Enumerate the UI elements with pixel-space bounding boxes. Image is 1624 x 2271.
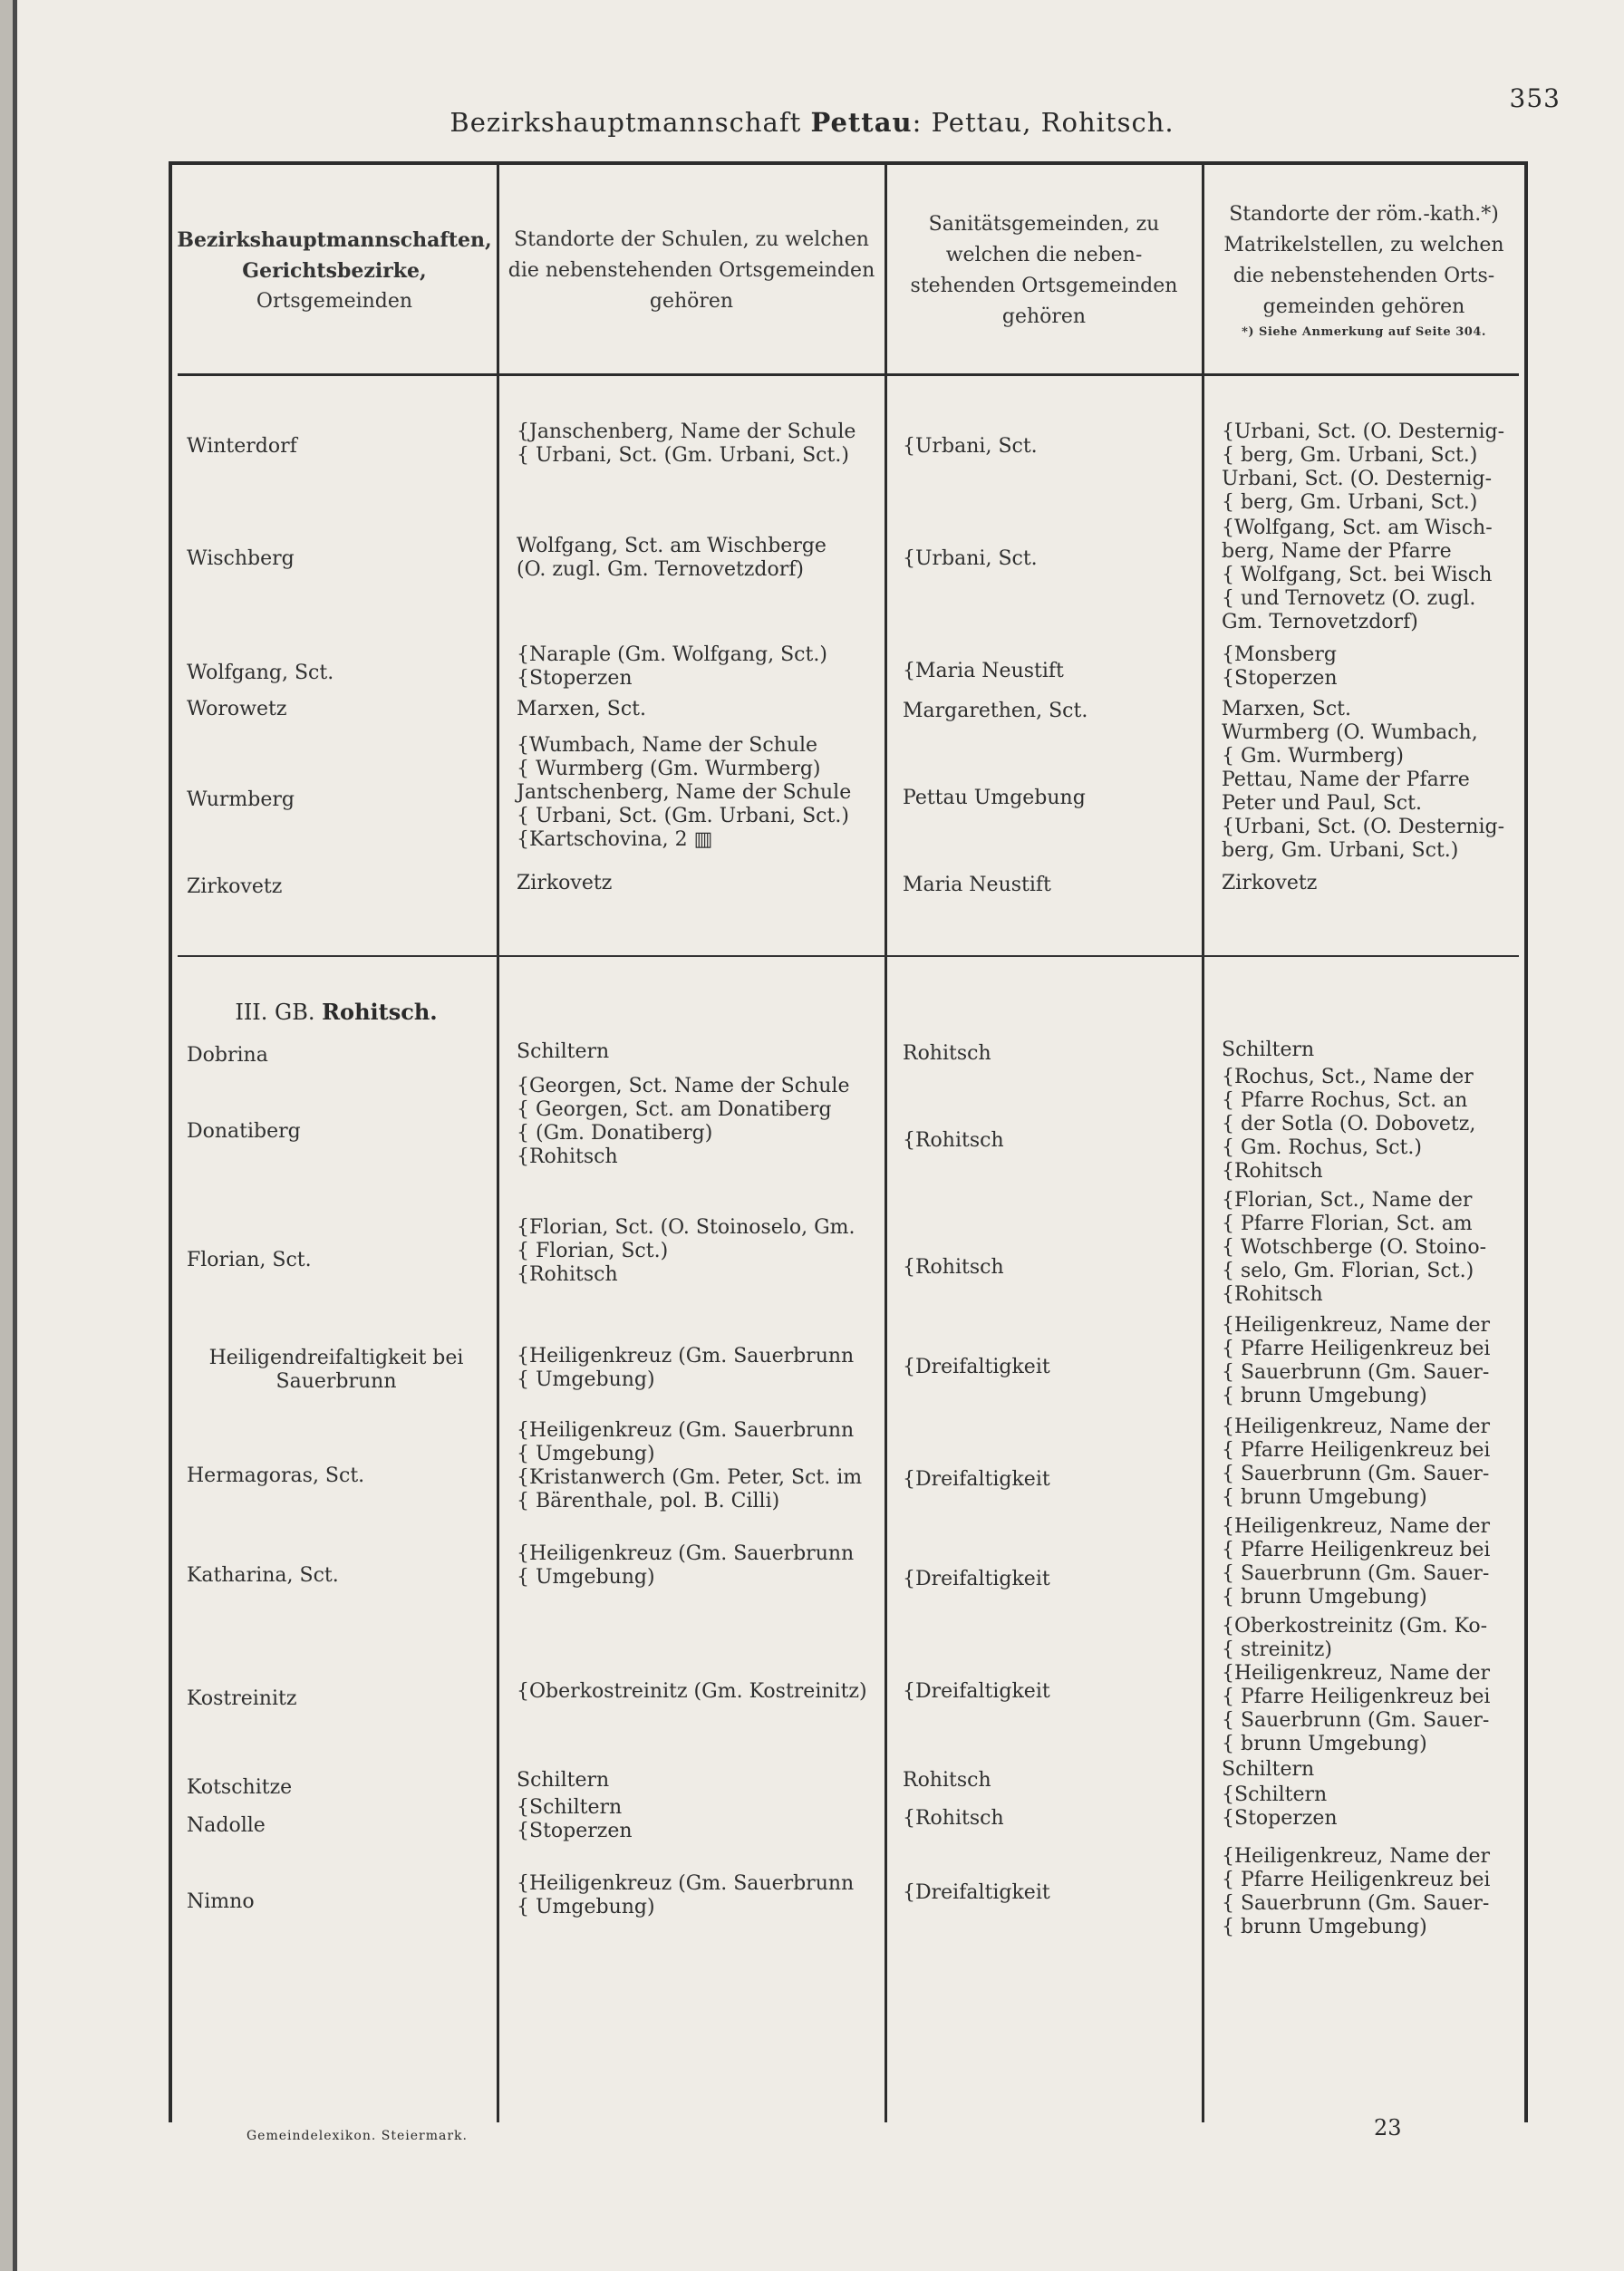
page-number: 353	[1509, 83, 1561, 113]
place-name: Florian, Sct.	[187, 1249, 312, 1271]
parish-entry: Schiltern	[1222, 1758, 1315, 1781]
sanitary-entry: {Rohitsch	[903, 1807, 1004, 1830]
parish-entry: {Oberkostreinitz (Gm. Ko- { streinitz) {Heiligenkreuz, Name der { Pfarre Heiligenkreuz bei { Sauerbrunn (Gm. Sauer- { brunn Umgebung)	[1222, 1615, 1491, 1755]
header-places-line2: Gerichtsbezirke,	[242, 259, 427, 283]
parish-entry: {Monsberg {Stoperzen	[1222, 643, 1338, 690]
parish-entry: Marxen, Sct.	[1222, 698, 1351, 720]
section-title-rohitsch	[187, 999, 486, 1025]
place-name: Hermagoras, Sct.	[187, 1464, 365, 1487]
sanitary-entry: {Dreifaltigkeit	[903, 1568, 1050, 1590]
place-name: Wurmberg	[187, 788, 295, 811]
parish-entry: Zirkovetz	[1222, 872, 1318, 894]
sanitary-entry: Margarethen, Sct.	[903, 700, 1088, 722]
sanitary-entry: {Urbani, Sct.	[903, 547, 1038, 570]
table-left-border	[169, 165, 172, 2122]
sanitary-entry: {Dreifaltigkeit	[903, 1356, 1050, 1378]
table-top-rule	[169, 161, 1528, 165]
header-places-line1: Bezirkshauptmannschaften,	[177, 228, 492, 252]
sanitary-entry: {Rohitsch	[903, 1129, 1004, 1152]
header-places-line3: Ortsgemeinden	[256, 290, 413, 313]
header-schools-text: Standorte der Schulen, zu welchen die nebenstehenden Ortsgemeinden gehören	[508, 228, 875, 313]
place-name: Dobrina	[187, 1044, 268, 1067]
running-head-bold: Pettau	[810, 107, 913, 138]
sanitary-entry: {Dreifaltigkeit	[903, 1468, 1050, 1491]
parish-entry: Schiltern	[1222, 1039, 1315, 1061]
header-cell-parish	[1205, 172, 1522, 370]
place-name: Zirkovetz	[187, 875, 283, 898]
school-entry: Marxen, Sct.	[517, 698, 646, 720]
header-cell-places	[174, 172, 495, 370]
parish-entry: {Heiligenkreuz, Name der { Pfarre Heiligenkreuz bei { Sauerbrunn (Gm. Sauer- { brunn Umgebung)	[1222, 1314, 1491, 1407]
school-entry: {Heiligenkreuz (Gm. Sauerbrunn { Umgebung)	[517, 1345, 855, 1391]
school-entry: {Heiligenkreuz (Gm. Sauerbrunn { Umgebung)	[517, 1872, 855, 1918]
column-divider-1	[497, 165, 499, 2122]
book-spine-edge	[13, 0, 17, 2271]
parish-entry: {Heiligenkreuz, Name der { Pfarre Heiligenkreuz bei { Sauerbrunn (Gm. Sauer- { brunn Umgebung)	[1222, 1845, 1491, 1938]
school-entry: {Schiltern {Stoperzen	[517, 1796, 633, 1842]
footer-signature: 23	[1374, 2115, 1402, 2141]
parish-entry: {Urbani, Sct. (O. Desternig- { berg, Gm. Urbani, Sct.) Urbani, Sct. (O. Desternig- { berg, Gm. Urbani, Sct.)	[1222, 420, 1505, 514]
header-bottom-rule	[178, 373, 1519, 376]
place-name: Wolfgang, Sct.	[187, 662, 334, 684]
parish-entry: {Rochus, Sct., Name der { Pfarre Rochus, Sct. an { der Sotla (O. Dobovetz, { Gm. Rochus, Sct.) {Rohitsch	[1222, 1066, 1476, 1183]
section-title-bold: Rohitsch.	[322, 999, 438, 1025]
sanitary-entry: {Dreifaltigkeit	[903, 1881, 1050, 1904]
sanitary-entry: Pettau Umgebung	[903, 787, 1086, 809]
header-cell-sanitary	[888, 172, 1200, 370]
parish-entry: {Florian, Sct., Name der { Pfarre Florian, Sct. am { Wotschberge (O. Stoino- { selo, Gm. Florian, Sct.) {Rohitsch	[1222, 1189, 1487, 1306]
running-head-suffix: : Pettau, Rohitsch.	[912, 107, 1174, 138]
school-entry: Zirkovetz	[517, 872, 613, 894]
column-divider-3	[1202, 165, 1204, 2122]
school-entry: Schiltern	[517, 1040, 610, 1063]
sanitary-entry: Maria Neustift	[903, 874, 1051, 896]
school-entry: {Florian, Sct. (O. Stoinoselo, Gm. { Florian, Sct.) {Rohitsch	[517, 1216, 856, 1286]
header-sanitary-text: Sanitätsgemeinden, zu welchen die neben- stehenden Ortsgemeinden gehören	[910, 213, 1178, 328]
school-entry: Schiltern	[517, 1769, 610, 1792]
header-parish-text: Standorte der röm.-kath.*) Matrikelstellen, zu welchen die nebenstehenden Orts- gemeinden gehören	[1223, 203, 1504, 318]
place-name: Winterdorf	[187, 435, 297, 458]
place-name: Kotschitze	[187, 1776, 293, 1799]
header-parish-footnote: *) Siehe Anmerkung auf Seite 304.	[1242, 325, 1486, 339]
school-entry: {Janschenberg, Name der Schule { Urbani, Sct. (Gm. Urbani, Sct.)	[517, 420, 856, 467]
school-entry: {Heiligenkreuz (Gm. Sauerbrunn { Umgebung) {Kristanwerch (Gm. Peter, Sct. im { Bärenthale, pol. B. Cilli)	[517, 1419, 863, 1512]
footer-publication: Gemeindelexikon. Steiermark.	[246, 2129, 468, 2143]
school-entry: {Naraple (Gm. Wolfgang, Sct.) {Stoperzen	[517, 643, 827, 690]
place-name: Katharina, Sct.	[187, 1564, 339, 1587]
sanitary-entry: {Urbani, Sct.	[903, 435, 1038, 458]
place-name: Nimno	[187, 1890, 255, 1913]
school-entry: {Heiligenkreuz (Gm. Sauerbrunn { Umgebung)	[517, 1542, 855, 1589]
table-right-border	[1524, 165, 1528, 2122]
section-divider-rule	[178, 955, 1519, 957]
running-head-prefix: Bezirkshauptmannschaft	[450, 107, 811, 138]
place-name: Worowetz	[187, 698, 287, 720]
parish-entry: {Heiligenkreuz, Name der { Pfarre Heiligenkreuz bei { Sauerbrunn (Gm. Sauer- { brunn Umgebung)	[1222, 1416, 1491, 1509]
school-entry: {Wumbach, Name der Schule { Wurmberg (Gm. Wurmberg) Jantschenberg, Name der Schule { Urbani, Sct. (Gm. Urbani, Sct.) {Kartschovina, 2 ▥	[517, 734, 852, 851]
school-entry: Wolfgang, Sct. am Wischberge (O. zugl. Gm. Ternovetzdorf)	[517, 535, 826, 581]
place-name: Kostreinitz	[187, 1687, 297, 1710]
place-name: Wischberg	[187, 547, 295, 570]
parish-entry: Wurmberg (O. Wumbach, { Gm. Wurmberg) Pettau, Name der Pfarre Peter und Paul, Sct. {Urbani, Sct. (O. Desternig- berg, Gm. Urbani, Sct.)	[1222, 721, 1505, 862]
header-cell-schools	[500, 172, 883, 370]
sanitary-entry: Rohitsch	[903, 1769, 991, 1792]
school-entry: {Oberkostreinitz (Gm. Kostreinitz)	[517, 1680, 867, 1703]
parish-entry: {Heiligenkreuz, Name der { Pfarre Heiligenkreuz bei { Sauerbrunn (Gm. Sauer- { brunn Umgebung)	[1222, 1515, 1491, 1609]
section-title-prefix: III. GB.	[235, 1000, 323, 1025]
school-entry: {Georgen, Sct. Name der Schule { Georgen, Sct. am Donatiberg { (Gm. Donatiberg) {Rohitsch	[517, 1075, 850, 1168]
sanitary-entry: {Rohitsch	[903, 1256, 1004, 1279]
sanitary-entry: Rohitsch	[903, 1042, 991, 1065]
place-name: Nadolle	[187, 1814, 266, 1837]
parish-entry: {Schiltern {Stoperzen	[1222, 1783, 1338, 1830]
running-head	[0, 107, 1624, 138]
sanitary-entry: {Dreifaltigkeit	[903, 1680, 1050, 1703]
parish-entry: {Wolfgang, Sct. am Wisch- berg, Name der Pfarre { Wolfgang, Sct. bei Wisch { und Ternovetz (O. zugl. Gm. Ternovetzdorf)	[1222, 517, 1493, 633]
place-name: Heiligendreifaltigkeit bei Sauerbrunn	[208, 1347, 464, 1393]
sanitary-entry: {Maria Neustift	[903, 660, 1064, 682]
place-name: Donatiberg	[187, 1120, 301, 1143]
